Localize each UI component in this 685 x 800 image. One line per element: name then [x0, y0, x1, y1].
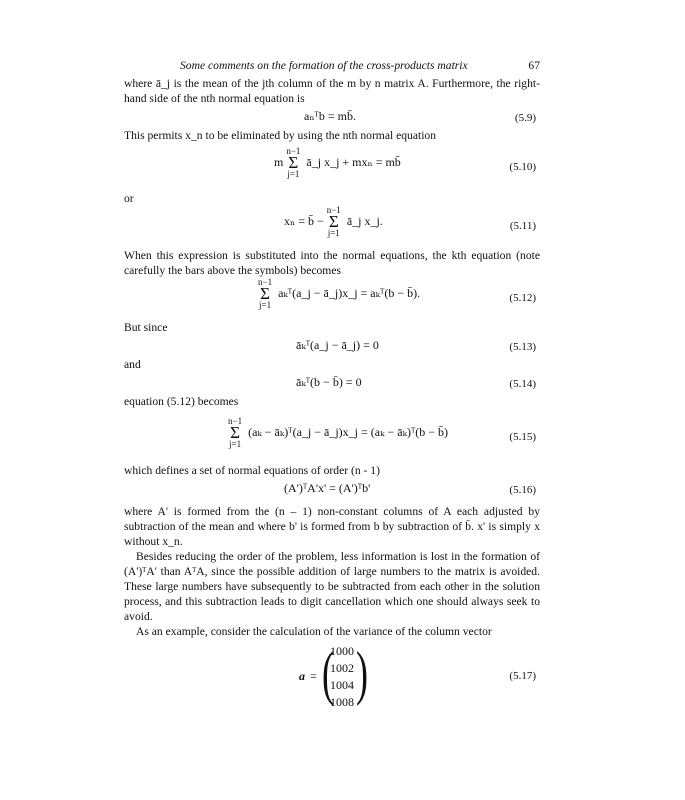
paragraph-6: where A' is formed from the (n – 1) non-constant columns of A each adjusted by subtraction of the mean and where b' is formed from b by subtraction of b̄. x' is simply x without x_n.: [124, 505, 540, 548]
summation-symbol: n−1 Σ j=1: [326, 205, 341, 238]
equation-5-11-prefix: xₙ = b̄ −: [284, 213, 324, 228]
sum-lower-limit: j=1: [287, 169, 300, 179]
paragraph-1: where ā_j is the mean of the jth column of the m by n matrix A. Furthermore, the right-hand side of the nth normal equation is: [124, 77, 540, 105]
connector-or: or: [124, 192, 134, 205]
equation-5-10-number: (5.10): [509, 161, 536, 173]
vector-entry: 1004: [330, 678, 354, 692]
equation-5-11-text: ā_j x_j.: [346, 213, 383, 228]
vector-entry: 1002: [330, 661, 354, 675]
page-body: [124, 58, 540, 713]
connector-but-since: But since: [124, 321, 168, 334]
vector-entry: 1008: [330, 695, 354, 709]
vector-entry: 1000: [330, 644, 354, 658]
equation-5-14: [124, 372, 540, 394]
sum-upper-limit: n−1: [228, 416, 243, 426]
equation-5-10-text: ā_j x_j + mxₙ = mb̄: [306, 154, 401, 169]
equation-5-9: [124, 106, 540, 128]
equation-5-15-text: (aₖ − āₖ)ᵀ(a_j − ā_j)x_j = (aₖ − āₖ)ᵀ(b − b̄): [248, 424, 449, 439]
equation-5-17-number: (5.17): [509, 670, 536, 682]
right-parenthesis: ): [355, 640, 368, 706]
page-header: [124, 58, 540, 76]
equation-5-16: [124, 478, 540, 500]
paragraph-3: When this expression is substituted into the normal equations, the kth equation (note carefully the bars above the symbols) becomes: [124, 249, 540, 277]
vector-entries: [330, 643, 354, 711]
equals-sign: =: [310, 669, 317, 683]
vector-label: a: [299, 669, 305, 683]
left-parenthesis: (: [321, 640, 334, 706]
paragraph-5: which defines a set of normal equations of order (n - 1): [124, 464, 380, 477]
equation-5-11-number: (5.11): [509, 220, 536, 232]
equation-5-13: [124, 335, 540, 357]
equation-5-13-body: āₖᵀ(a_j − ā_j) = 0: [296, 338, 379, 352]
equation-5-15-number: (5.15): [509, 431, 536, 443]
equation-5-10-prefix: m: [274, 154, 284, 169]
equation-5-13-number: (5.13): [509, 341, 536, 353]
equation-5-11: [124, 206, 540, 248]
equation-5-12-body: [258, 278, 420, 310]
summation-symbol: n−1 Σ j=1: [286, 146, 301, 179]
sum-lower-limit: j=1: [259, 300, 272, 310]
paragraph-7: Besides reducing the order of the problem, less information is lost in the formation of (A')ᵀA' than AᵀA, since the possible addition of large numbers to the matrix is avoided. These large numbers have subsequently to be subtracted from each other in the solution process, and this subtraction leads to digit cancellation which one should always seek to avoid.: [124, 550, 540, 623]
equation-5-9-number: (5.9): [514, 112, 536, 124]
equation-5-15: [124, 417, 540, 459]
sum-upper-limit: n−1: [286, 146, 301, 156]
equation-5-12-number: (5.12): [509, 292, 536, 304]
equation-5-16-number: (5.16): [509, 484, 536, 496]
equation-5-10-body: [274, 147, 401, 179]
sum-lower-limit: j=1: [327, 228, 340, 238]
running-title: Some comments on the formation of the cross-products matrix: [180, 59, 468, 72]
equation-5-16-body: (A')ᵀA'x' = (A')ᵀb': [284, 481, 371, 495]
summation-symbol: n−1 Σ j=1: [258, 277, 273, 310]
page-number: 67: [528, 59, 540, 72]
connector-and: and: [124, 358, 141, 371]
equation-5-15-body: [228, 417, 448, 449]
equation-5-14-body: āₖᵀ(b − b̄) = 0: [296, 375, 362, 389]
equation-5-14-number: (5.14): [509, 378, 536, 390]
equation-5-12-text: aₖᵀ(a_j − ā_j)x_j = aₖᵀ(b − b̄).: [278, 285, 421, 300]
paragraph-4: equation (5.12) becomes: [124, 395, 239, 408]
paragraph-2: This permits x_n to be eliminated by using the nth normal equation: [124, 129, 437, 142]
summation-symbol: n−1 Σ j=1: [228, 416, 243, 449]
sum-upper-limit: n−1: [258, 277, 273, 287]
paragraph-8: As an example, consider the calculation of the variance of the column vector: [136, 625, 492, 638]
equation-5-10: [124, 147, 540, 189]
equation-5-11-body: [284, 206, 383, 238]
equation-5-12: [124, 278, 540, 320]
equation-5-9-body: aₙᵀb = mb̄.: [304, 109, 356, 123]
sum-lower-limit: j=1: [229, 439, 242, 449]
sum-upper-limit: n−1: [326, 205, 341, 215]
equation-5-17: [124, 640, 540, 713]
